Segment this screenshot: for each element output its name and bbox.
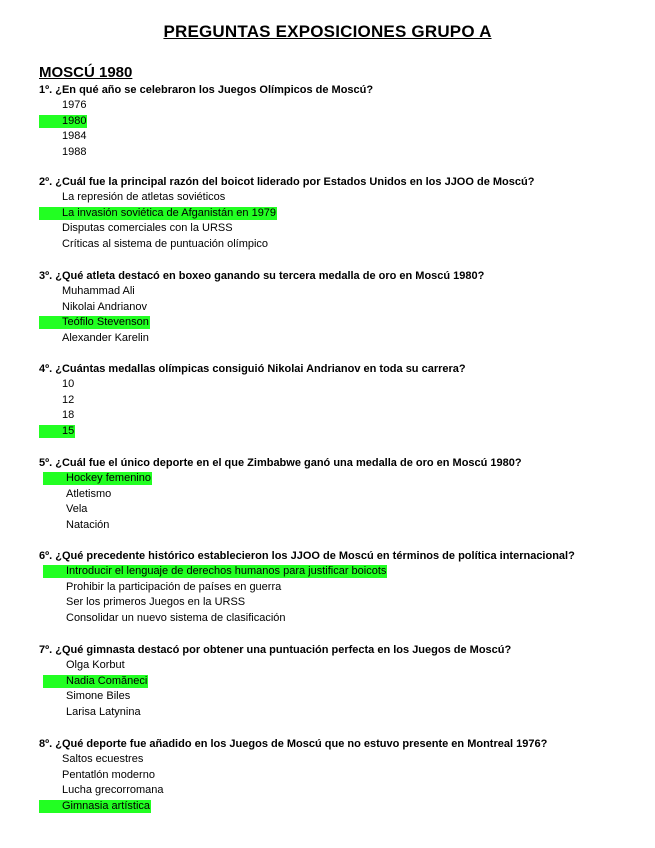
question-text: 8º. ¿Qué deporte fue añadido en los Juegos de Moscú que no estuvo presente en Montreal 1976?: [39, 738, 548, 750]
question-2: [39, 174, 639, 252]
question-8: [39, 736, 639, 814]
answer-option-text: Ser los primeros Juegos en la URSS: [66, 596, 246, 609]
answer-option: [39, 237, 639, 253]
answer-option: [39, 393, 639, 409]
answer-option: [39, 689, 639, 705]
answer-option-text: La represión de atletas soviéticos: [62, 191, 226, 203]
answer-option: [39, 408, 639, 424]
correct-answer-option: [39, 799, 639, 815]
answer-option: [39, 595, 639, 611]
answer-option: [39, 783, 639, 799]
question-text: 5º. ¿Cuál fue el único deporte en el que Zimbabwe ganó una medalla de oro en Moscú 1980?: [39, 457, 522, 469]
answer-option: [39, 190, 639, 206]
answer-option-text: Atletismo: [66, 487, 112, 500]
answer-option-text: 18: [62, 409, 75, 422]
answer-option: [39, 129, 639, 145]
question-3: [39, 268, 639, 346]
answer-option: [39, 377, 639, 393]
answer-option-text: Saltos ecuestres: [62, 753, 144, 765]
answer-option-text: Larisa Latynina: [66, 705, 141, 718]
answer-option: [39, 768, 639, 784]
answer-option-text: Teófilo Stevenson: [39, 316, 150, 329]
answer-option-text: Natación: [66, 518, 110, 531]
answer-option-text: Pentatlón moderno: [62, 768, 155, 781]
answer-option: [39, 145, 639, 161]
answer-option-text: Lucha grecorromana: [62, 784, 164, 797]
correct-answer-option: [39, 315, 639, 331]
correct-answer-option: [39, 564, 639, 580]
answer-option: [39, 705, 639, 721]
correct-answer-option: [39, 674, 639, 690]
answer-option-text: 15: [39, 425, 75, 438]
answer-option-text: 1988: [62, 145, 87, 158]
answer-option: [39, 752, 639, 768]
answer-option: [39, 221, 639, 237]
question-5: [39, 455, 639, 533]
answer-option-text: Gimnasia artística: [39, 800, 151, 813]
answer-option-text: Simone Biles: [66, 690, 131, 703]
answer-option-text: Consolidar un nuevo sistema de clasificación: [66, 611, 286, 624]
answer-option-text: Disputas comerciales con la URSS: [62, 222, 233, 235]
question-text: 4º. ¿Cuántas medallas olímpicas consiguió Nikolai Andrianov en toda su carrera?: [39, 363, 466, 375]
answer-option-text: Alexander Karelin: [62, 331, 149, 344]
answer-option-text: Hockey femenino: [43, 472, 152, 485]
answer-option-text: Nikolai Andrianov: [62, 300, 147, 313]
correct-answer-option: [39, 424, 639, 440]
question-6: [39, 548, 639, 626]
answer-option: [39, 658, 639, 674]
answer-option-text: 1980: [39, 115, 87, 128]
section-title: MOSCÚ 1980: [39, 64, 133, 81]
question-text: 7º. ¿Qué gimnasta destacó por obtener una puntuación perfecta en los Juegos de Moscú?: [39, 644, 512, 656]
answer-option: [39, 98, 639, 114]
answer-option: [39, 580, 639, 596]
document-title: PREGUNTAS EXPOSICIONES GRUPO A: [163, 22, 492, 41]
question-7: [39, 642, 639, 720]
answer-option-text: Introducir el lenguaje de derechos humanos para justificar boicots: [43, 565, 387, 578]
answer-option-text: Muhammad Ali: [62, 285, 135, 297]
answer-option: [39, 284, 639, 300]
question-text: 6º. ¿Qué precedente histórico establecieron los JJOO de Moscú en términos de política internacional?: [39, 550, 575, 562]
answer-option-text: Nadia Comăneci: [43, 675, 148, 688]
answer-option-text: Vela: [66, 503, 88, 516]
question-1: [39, 82, 639, 160]
answer-option: [39, 518, 639, 534]
answer-option-text: Prohibir la participación de países en guerra: [66, 580, 282, 593]
answer-option: [39, 611, 639, 627]
question-text: 2º. ¿Cuál fue la principal razón del boicot liderado por Estados Unidos en los JJOO de Moscú?: [39, 176, 535, 188]
correct-answer-option: [39, 206, 639, 222]
answer-option-text: 1984: [62, 130, 87, 143]
answer-option-text: 10: [62, 378, 75, 390]
question-text: 3º. ¿Qué atleta destacó en boxeo ganando su tercera medalla de oro en Moscú 1980?: [39, 270, 485, 282]
answer-option: [39, 300, 639, 316]
correct-answer-option: [39, 471, 639, 487]
answer-option-text: La invasión soviética de Afganistán en 1979: [39, 207, 277, 220]
answer-option-text: 1976: [62, 99, 87, 111]
answer-option-text: 12: [62, 393, 75, 406]
answer-option-text: Críticas al sistema de puntuación olímpico: [62, 237, 269, 250]
answer-option: [39, 331, 639, 347]
correct-answer-option: [39, 114, 639, 130]
answer-option: [39, 502, 639, 518]
answer-option: [39, 487, 639, 503]
answer-option-text: Olga Korbut: [66, 659, 125, 671]
question-text: 1º. ¿En qué año se celebraron los Juegos Olímpicos de Moscú?: [39, 84, 374, 96]
question-4: [39, 361, 639, 439]
